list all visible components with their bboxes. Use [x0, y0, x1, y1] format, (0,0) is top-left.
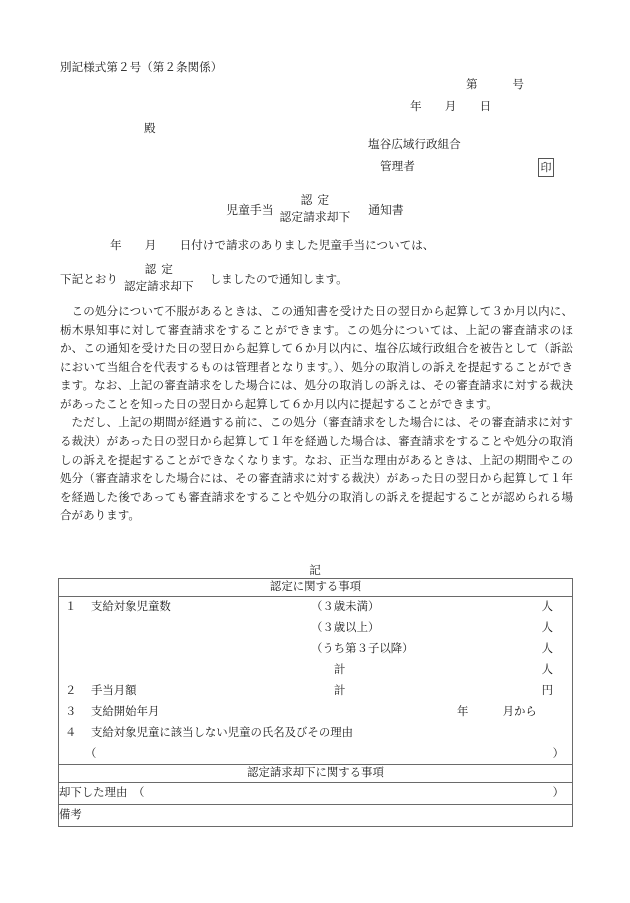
section-header-rejection: 認定請求却下に関する事項: [59, 765, 573, 783]
remarks-row: [59, 805, 573, 827]
table-row: [59, 783, 573, 805]
paren-close: ）: [552, 748, 564, 760]
certification-details-table: [58, 578, 573, 827]
row-label: 支給対象児童数: [91, 601, 171, 613]
table-row: [59, 805, 573, 827]
statement-line-1: 年 月 日付けで請求のありました児童手当については、: [110, 239, 435, 252]
row-label: 支給対象児童に該当しない児童の氏名及びその理由: [91, 727, 353, 739]
table-row: [59, 702, 572, 723]
appeal-instructions: [60, 303, 573, 526]
statement-alternatives: [118, 262, 200, 296]
table-row: [59, 579, 573, 597]
rejection-reason-row: [59, 783, 573, 805]
statement-line-2: [60, 262, 348, 296]
rejection-reason-label: 却下した理由 （: [59, 787, 145, 799]
table-row: [59, 597, 573, 765]
row-number: ２: [65, 685, 77, 697]
row-sublabel: （３歳以上）: [311, 622, 380, 634]
appeal-paragraph-1: この処分について不服があるときは、この通知書を受けた日の翌日から起算して３か月以内に、栃木県知事に対して審査請求をすることができます。この処分については、上記の審査請求のほか、この通知を受けた日の翌日から起算して６か月以内に、塩谷広域行政組合を被告として（訴訟において当組合を代表するものは管理者となります。）、処分の取消しの訴えを提起することができます。なお、上記の審査請求をした場合には、処分の取消しの訴えは、その審査請求に対する裁決があったことを知った日の翌日から起算して６か月以内に提起することができます。: [60, 306, 573, 411]
section-header-certification: 認定に関する事項: [59, 579, 573, 597]
table-row: [59, 639, 572, 660]
row-sublabel: 計: [334, 685, 346, 697]
table-row: [59, 681, 572, 702]
notice-title-alternatives: [274, 192, 357, 226]
notice-title-tail: 通知書: [368, 203, 404, 217]
table-row: [59, 618, 572, 639]
document-date-field: 年 月 日: [410, 100, 492, 113]
row-number: １: [65, 601, 77, 613]
row-sublabel: （うち第３子以降）: [311, 643, 414, 655]
table-row: [59, 597, 572, 618]
row-label: 手当月額: [91, 685, 137, 697]
row-year-month-field: 年 月から: [457, 706, 537, 718]
row-sublabel: 計: [334, 664, 346, 676]
notice-title: [0, 192, 630, 226]
statement-option-rejection: 認定請求却下: [123, 279, 194, 293]
table-row: [59, 723, 572, 744]
row-number: ４: [65, 727, 77, 739]
statement-option-approval: 認定: [144, 263, 178, 276]
statement-line-2-tail: しましたので通知します。: [209, 273, 348, 286]
certification-items-block: [59, 597, 573, 765]
notice-title-option-approval: 認定: [300, 193, 335, 207]
addressee-honorific: 殿: [144, 122, 156, 135]
row-unit: 人: [541, 601, 553, 613]
row-sublabel: （３歳未満）: [311, 601, 380, 613]
row-number: ３: [65, 706, 77, 718]
paren-open: （: [85, 748, 97, 760]
row-unit: 人: [541, 643, 553, 655]
remarks-label: 備考: [59, 809, 82, 821]
appeal-paragraph-2: ただし、上記の期間が経過する前に、この処分（審査請求をした場合には、その審査請求に対する裁決）があった日の翌日から起算して１年を経過した場合は、審査請求をすることや処分の取消しの訴えを提起することができなくなります。なお、正当な理由があるときは、上記の期間やこの処分（審査請求をした場合には、その審査請求に対する裁決）があった日の翌日から起算して１年を経過した後であっても審査請求をすることや処分の取消しの訴えを提起することが認められる場合があります。: [60, 417, 573, 523]
row-unit: 人: [541, 664, 553, 676]
issuer-organization: 塩谷広域行政組合: [368, 138, 461, 151]
row-label: 支給開始年月: [91, 706, 160, 718]
table-row: [59, 765, 573, 783]
document-number-field: 第 号: [466, 78, 524, 91]
paren-close: ）: [552, 787, 564, 799]
row-unit: 人: [541, 622, 553, 634]
seal-stamp-box: 印: [538, 158, 554, 177]
form-code: 別記様式第２号（第２条関係）: [60, 61, 223, 74]
notice-title-lead: 児童手当: [226, 203, 274, 217]
statement-line-2-lead: 下記とおり: [60, 273, 118, 286]
row-unit: 円: [541, 685, 553, 697]
issuer-title: 管理者: [380, 160, 415, 173]
ineligible-children-entry: [59, 744, 572, 764]
notice-title-option-rejection: 認定請求却下: [279, 210, 351, 225]
ki-marker: 記: [309, 564, 321, 577]
table-row: [59, 660, 572, 681]
